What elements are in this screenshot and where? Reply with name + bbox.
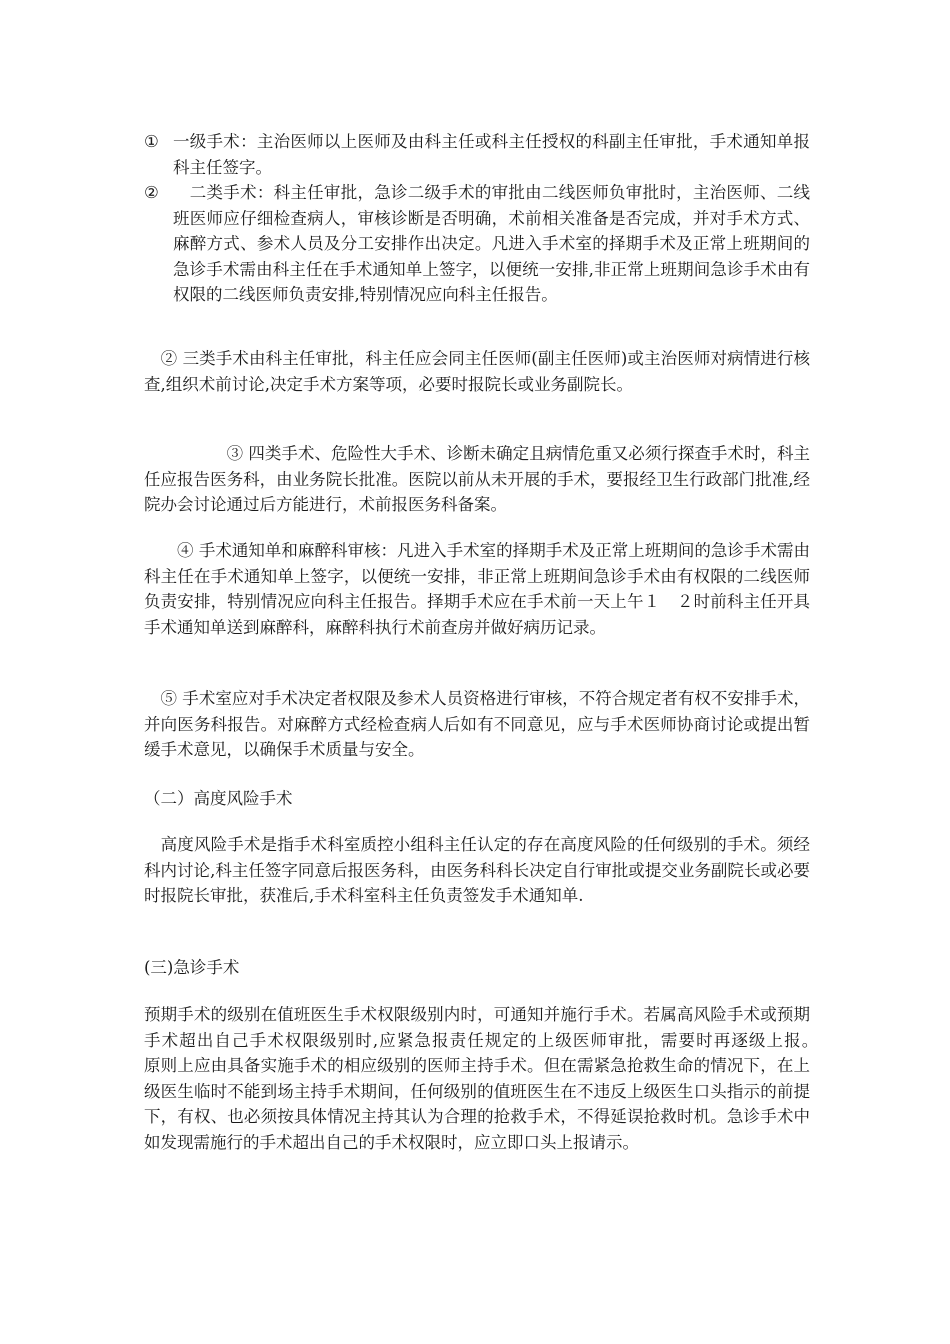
list-item-text: 一级手术：主治医师以上医师及由科主任或科主任授权的科副主任审批，手术通知单报科主任签字。 [173,132,810,177]
paragraph-high-risk-surgery: 高度风险手术是指手术科室质控小组科主任认定的存在高度风险的任何级别的手术。须经科内讨论,科主任签字同意后报医务科，由医务科科长决定自行审批或提交业务副院长或必要时报院长审批，获准后,手术科室科主任负责签发手术通知单. [144,835,810,906]
list-marker: ② [144,183,159,202]
paragraph-operating-room-review: ⑤ 手术室应对手术决定者权限及参术人员资格进行审核，不符合规定者有权不安排手术，并向医务科报告。对麻醉方式经检查病人后如有不同意见，应与手术医师协商讨论或提出暂缓手术意见，以确保手术质量与安全。 [144,689,810,760]
paragraph-emergency-surgery: 预期手术的级别在值班医生手术权限级别内时，可通知并施行手术。若属高风险手术或预期手术超出自己手术权限级别时,应紧急报责任规定的上级医师审批，需要时再逐级上报。 原则上应由具备实施手术的相应级别的医师主持手术。但在需紧急抢救生命的情况下，在上级医生临时不能到场主持手术期间，任何级别的值班医生在不违反上级医生口头指示的前提下，有权、也必须按具体情况主持其认为合理的抢救手术，不得延误抢救时机。急诊手术中如发现需施行的手术超出自己的手术权限时，应立即口头上报请示。 [144,1005,843,1152]
list-item-level-one-surgery [144,129,810,180]
list-item-level-two-surgery [144,180,810,308]
list-item-text: 二类手术：科主任审批，急诊二级手术的审批由二线医师负审批时，主治医师、二线班医师应仔细检查病人，审核诊断是否明确，术前相关准备是否完成，并对手术方式、麻醉方式、参术人员及分工安排作出决定。凡进入手术室的择期手术及正常上班期间的急诊手术需由科主任在手术通知单上签字，以便统一安排,非正常上班期间急诊手术由有权限的二线医师负责安排,特别情况应向科主任报告。 [173,183,810,305]
paragraph-surgery-notice-review: ④ 手术通知单和麻醉科审核：凡进入手术室的择期手术及正常上班期间的急诊手术需由科主任在手术通知单上签字，以便统一安排，非正常上班期间急诊手术由有权限的二线医师负责安排，特别情况应向科主任报告。择期手术应在手术前一天上午１ ２时前科主任开具手术通知单送到麻醉科，麻醉科执行术前查房并做好病历记录。 [144,541,810,637]
paragraph-level-three-surgery: ② 三类手术由科主任审批，科主任应会同主任医师(副主任医师)或主治医师对病情进行核查,组织术前讨论,决定手术方案等项，必要时报院长或业务副院长。 [144,349,810,394]
list-marker: ① [144,132,159,151]
paragraph-level-four-surgery: ③ 四类手术、危险性大手术、诊断未确定且病情危重又必须行探查手术时，科主任应报告医务科，由业务院长批准。医院以前从未开展的手术，要报经卫生行政部门批准,经院办会讨论通过后方能进行，术前报医务科备案。 [144,444,810,515]
section-heading-high-risk-surgery: （二）高度风险手术 [144,789,293,808]
section-heading-emergency-surgery: (三)急诊手术 [144,958,240,977]
